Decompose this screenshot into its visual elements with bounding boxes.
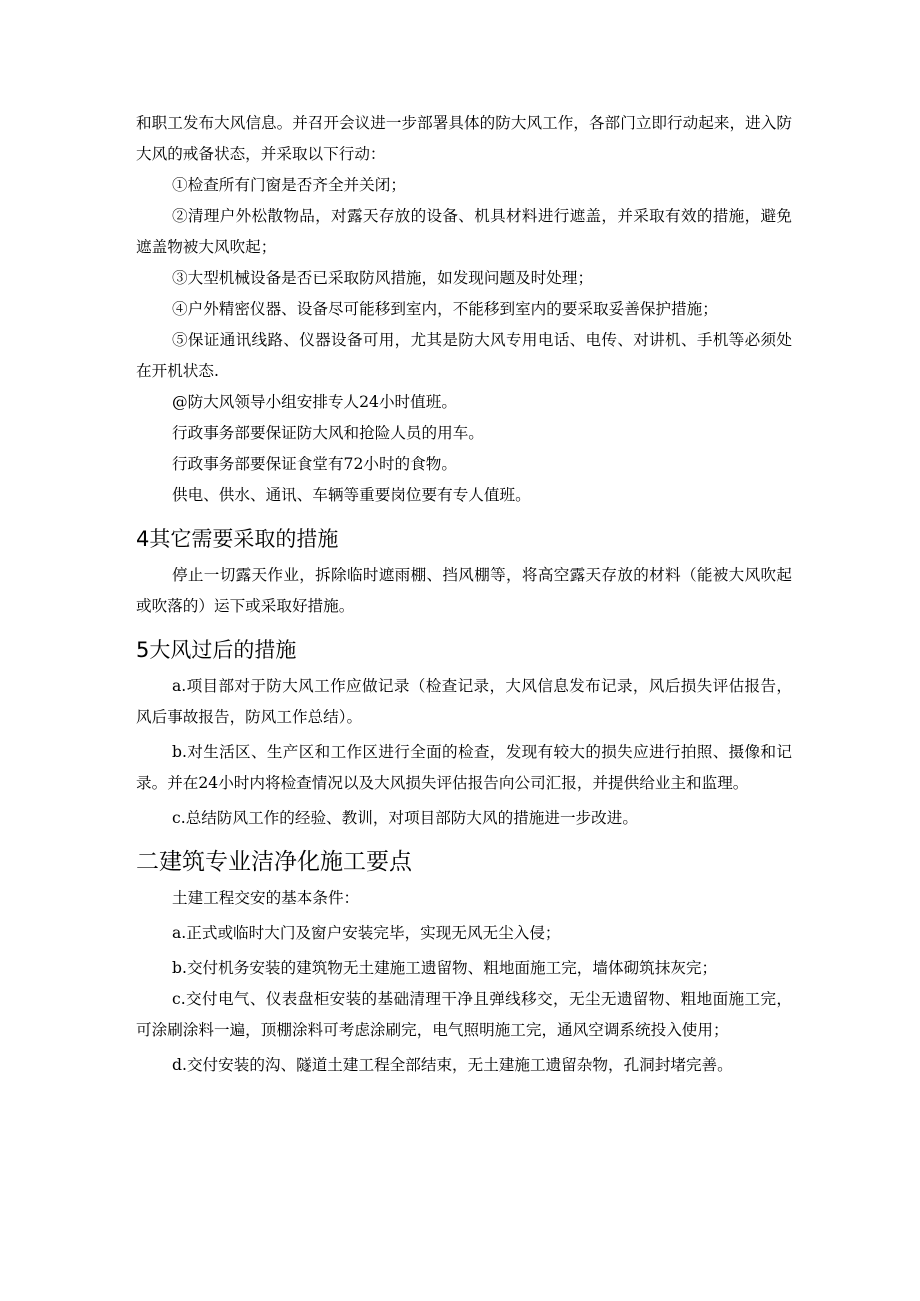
list-item-communications: ⑤保证通讯线路、仪器设备可用，尤其是防大风专用电话、电传、对讲机、手机等必须处在开机状态. bbox=[136, 331, 792, 380]
paragraph-handover-b: b.交付机务安装的建筑物无土建施工遗留物、粗地面施工完，墙体砌筑抹灰完； bbox=[172, 959, 718, 977]
list-item-machinery: ③大型机械设备是否已采取防风措施，如发现问题及时处理； bbox=[172, 269, 594, 287]
list-item-check-doors: ①检查所有门窗是否齐全并关闭； bbox=[172, 176, 406, 194]
list-item-instruments: ④户外精密仪器、设备尽可能移到室内，不能移到室内的要采取妥善保护措施； bbox=[172, 300, 718, 318]
paragraph-intro: 和职工发布大风信息。并召开会议进一步部署具体的防大风工作，各部门立即行动起来，进入防大风的戒备状态，并采取以下行动： bbox=[136, 114, 792, 163]
paragraph-section-5-c: c.总结防风工作的经验、教训，对项目部防大风的措施进一步改进。 bbox=[172, 809, 638, 827]
paragraph-handover-a: a.正式或临时大门及窗户安装完毕，实现无风无尘入侵； bbox=[172, 924, 561, 942]
paragraph-handover-c: c.交付电气、仪表盘柜安装的基础清理干净且弹线移交，无尘无遗留物、粗地面施工完，可涂刷涂料一遍，顶棚涂料可考虑涂刷完，电气照明施工完，通风空调系统投入使用； bbox=[136, 990, 792, 1039]
heading-section-5: 5大风过后的措施 bbox=[136, 638, 297, 662]
paragraph-section-4: 停止一切露天作业，拆除临时遮雨棚、挡风棚等，将高空露天存放的材料（能被大风吹起或吹落的）运下或采取好措施。 bbox=[136, 566, 792, 615]
heading-section-4: 4其它需要采取的措施 bbox=[136, 527, 339, 551]
document-page bbox=[136, 108, 792, 1081]
heading-section-two: 二建筑专业洁净化施工要点 bbox=[136, 849, 412, 875]
paragraph-duty-24h: @防大风领导小组安排专人24小时值班。 bbox=[172, 393, 457, 411]
paragraph-section-5-b: b.对生活区、生产区和工作区进行全面的检查，发现有较大的损失应进行拍照、摄像和记录。并在24小时内将检查情况以及大风损失评估报告向公司汇报，并提供给业主和监理。 bbox=[136, 743, 792, 792]
paragraph-section-5-a: a.项目部对于防大风工作应做记录（检查记录，大风信息发布记录，风后损失评估报告，风后事故报告，防风工作总结）。 bbox=[136, 677, 792, 726]
paragraph-vehicles: 行政事务部要保证防大风和抢险人员的用车。 bbox=[172, 424, 484, 442]
list-item-clear-loose-items: ②清理户外松散物品，对露天存放的设备、机具材料进行遮盖，并采取有效的措施，避免遮盖物被大风吹起； bbox=[136, 207, 792, 256]
paragraph-food: 行政事务部要保证食堂有72小时的食物。 bbox=[172, 455, 457, 473]
paragraph-handover-conditions: 土建工程交安的基本条件： bbox=[172, 889, 360, 907]
paragraph-handover-d: d.交付安装的沟、隧道土建工程全部结束，无土建施工遗留杂物，孔洞封堵完善。 bbox=[172, 1056, 733, 1074]
paragraph-key-posts: 供电、供水、通讯、车辆等重要岗位要有专人值班。 bbox=[172, 486, 531, 504]
